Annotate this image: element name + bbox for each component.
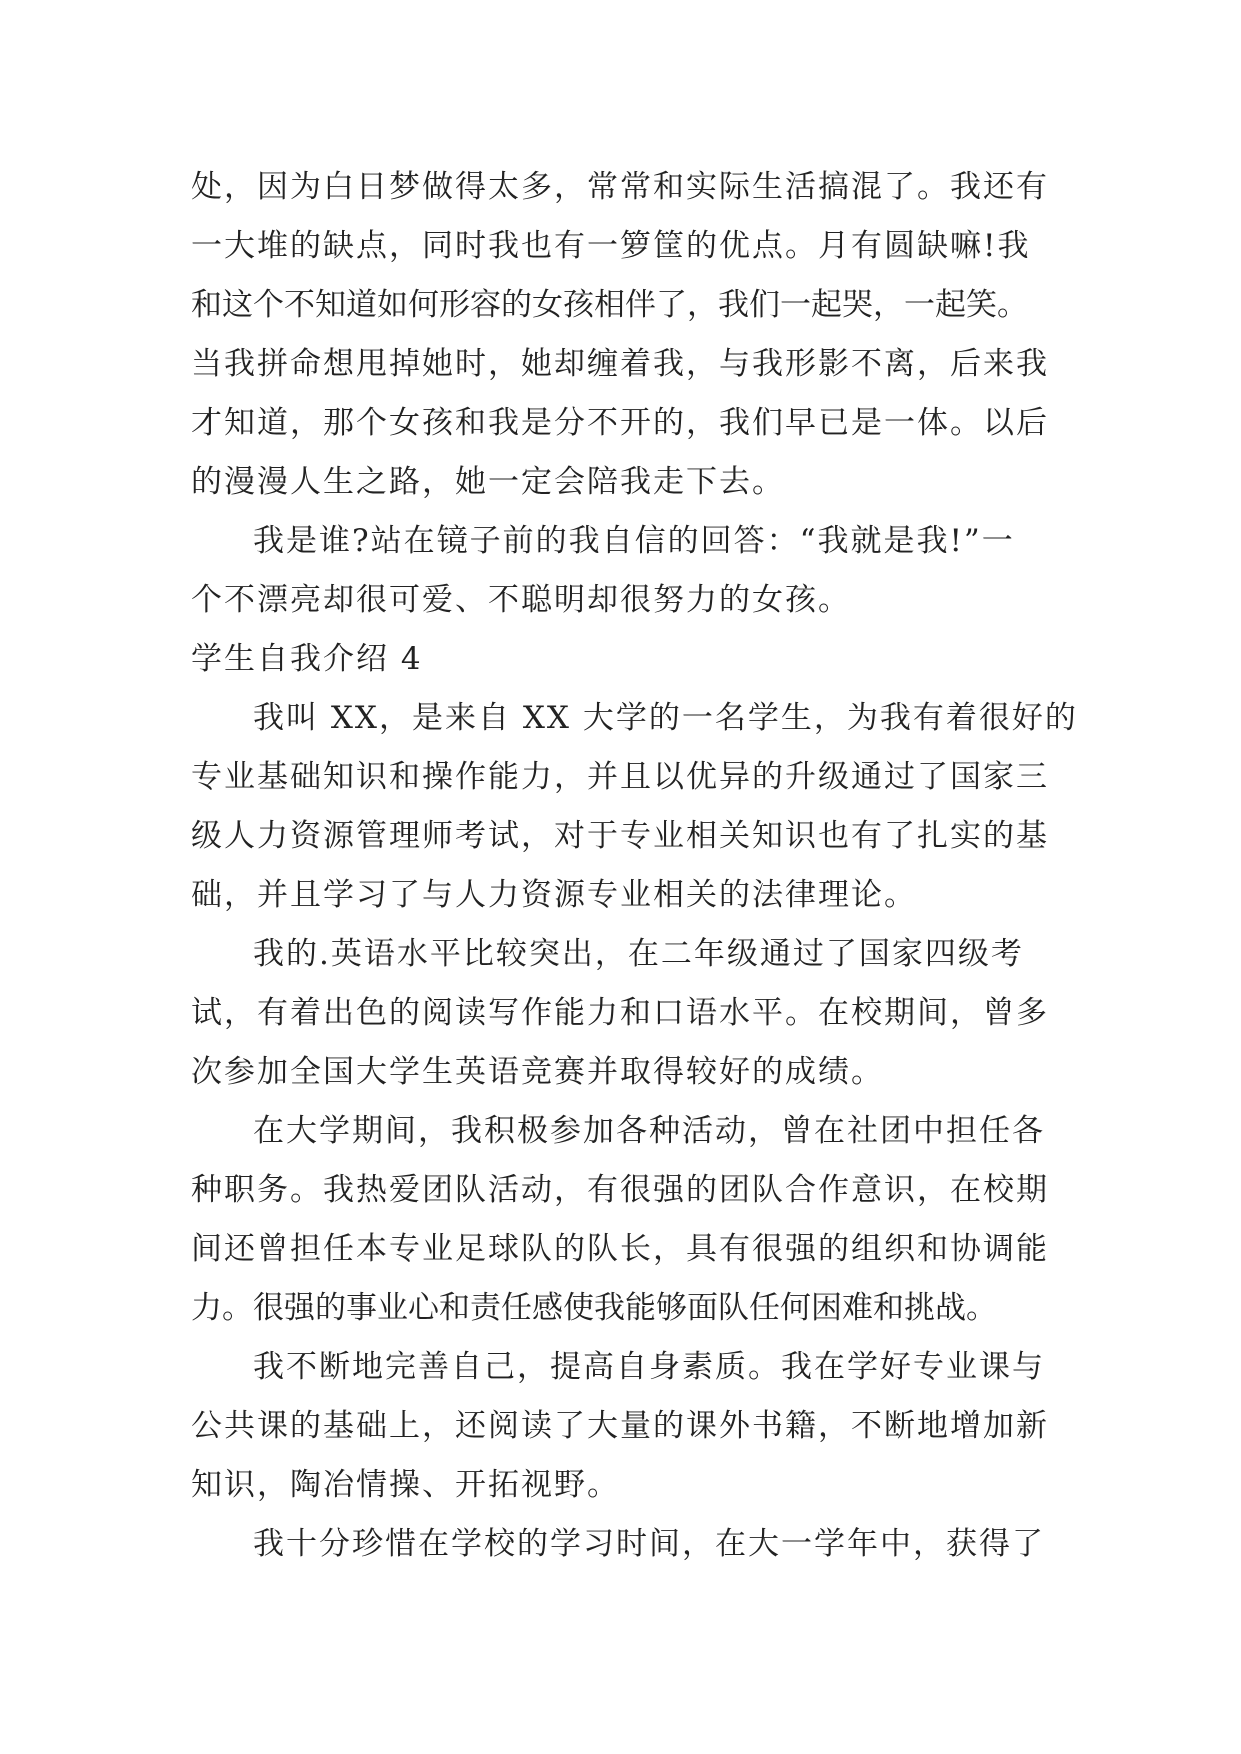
paragraph-start-line: 我的.英语水平比较突出，在二年级通过了国家四级考 [253, 936, 1024, 972]
text-line: 才知道，那个女孩和我是分不开的，我们早已是一体。以后 [191, 405, 1049, 441]
text-line: 一大堆的缺点，同时我也有一箩筐的优点。月有圆缺嘛!我 [191, 228, 1031, 264]
paragraph-start-line: 在大学期间，我积极参加各种活动，曾在社团中担任各 [253, 1113, 1045, 1149]
text-line: 和这个不知道如何形容的女孩相伴了，我们一起哭，一起笑。 [191, 287, 1028, 323]
text-line: 间还曾担任本专业足球队的队长，具有很强的组织和协调能 [191, 1231, 1049, 1267]
text-line: 种职务。我热爱团队活动，有很强的团队合作意识，在校期 [191, 1172, 1049, 1208]
text-line: 试，有着出色的阅读写作能力和口语水平。在校期间，曾多 [191, 995, 1049, 1031]
section-heading: 学生自我介绍 4 [191, 641, 423, 677]
text-line: 知识，陶冶情操、开拓视野。 [191, 1467, 620, 1503]
paragraph-start-line: 我是谁?站在镜子前的我自信的回答：“我就是我!”一 [253, 523, 1015, 559]
text-line: 级人力资源管理师考试，对于专业相关知识也有了扎实的基 [191, 818, 1049, 854]
text-line: 专业基础知识和操作能力，并且以优异的升级通过了国家三 [191, 759, 1049, 795]
text-line: 当我拼命想甩掉她时，她却缠着我，与我形影不离，后来我 [191, 346, 1049, 382]
paragraph-start-line: 我叫 XX，是来自 XX 大学的一名学生，为我有着很好的 [253, 700, 1078, 736]
paragraph-start-line: 我十分珍惜在学校的学习时间，在大一学年中，获得了 [253, 1526, 1045, 1562]
text-line: 公共课的基础上，还阅读了大量的课外书籍，不断地增加新 [191, 1408, 1049, 1444]
text-line: 个不漂亮却很可爱、不聪明却很努力的女孩。 [191, 582, 851, 618]
document-body [191, 158, 1078, 1574]
text-line: 力。很强的事业心和责任感使我能够面队任何困难和挑战。 [191, 1290, 997, 1326]
text-line: 次参加全国大学生英语竞赛并取得较好的成绩。 [191, 1054, 884, 1090]
paragraph-start-line: 我不断地完善自己，提高自身素质。我在学好专业课与 [253, 1349, 1045, 1385]
text-line: 处，因为白日梦做得太多，常常和实际生活搞混了。我还有 [191, 169, 1049, 205]
text-line: 的漫漫人生之路，她一定会陪我走下去。 [191, 464, 785, 500]
text-line: 础，并且学习了与人力资源专业相关的法律理论。 [191, 877, 917, 913]
